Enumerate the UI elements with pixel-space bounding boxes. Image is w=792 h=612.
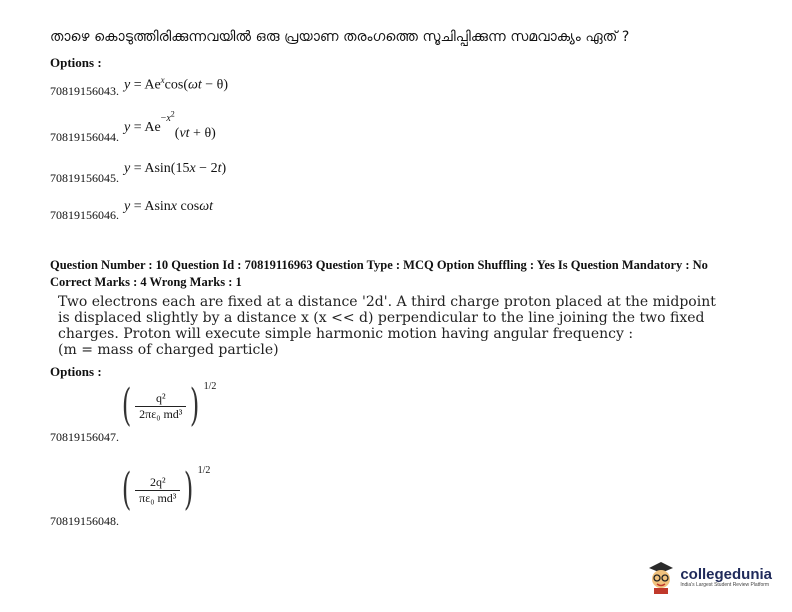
option-expression: $y = Ae^x\cos(\omega t - \theta)$: [124, 75, 229, 93]
right-paren: ): [190, 380, 200, 431]
right-paren: ): [184, 464, 194, 515]
question-line: Two electrons each are fixed at a distance '2d'. A third charge proton placed at the midpoint: [58, 294, 716, 310]
denominator: πε₀ md³: [135, 490, 180, 506]
option-expression: y = Asin(15x − 2t): [124, 161, 227, 176]
denominator: 2πε₀ md³: [135, 406, 186, 422]
exponent: 1/2: [197, 464, 211, 476]
question-line: is displaced slightly by a distance x (x << d) perpendicular to the line joining the two fixed: [58, 310, 705, 326]
option-expression: [118, 464, 211, 515]
fraction: [135, 475, 180, 506]
options-label: Options :: [50, 55, 102, 70]
exponent: 1/2: [203, 380, 217, 392]
option-expression: $y = Ae^{-x^2}(vt + \theta)$: [124, 110, 216, 141]
option-id: 70819156044.: [50, 130, 119, 144]
question-meta: Question Number : 10 Question Id : 70819116963 Question Type : MCQ Option Shuffling : Yes Is Question Mandatory : No: [50, 258, 708, 272]
question-line: (m = mass of charged particle): [58, 342, 279, 358]
mascot-icon: [646, 560, 676, 594]
left-paren: (: [121, 380, 132, 431]
options-label: Options :: [50, 364, 102, 379]
question-1-text: താഴെ കൊടുത്തിരിക്കുന്നവയിൽ ഒരു പ്രയാണ തരംഗത്തെ സൂചിപ്പിക്കുന്ന സമവാക്യം ഏത് ?: [50, 29, 630, 45]
option-id: 70819156045.: [50, 171, 119, 185]
option-expression: y = Asinx cosωt: [124, 199, 213, 214]
option-id: 70819156048.: [50, 514, 119, 528]
marks-meta: Correct Marks : 4 Wrong Marks : 1: [50, 275, 242, 289]
option-expression: [118, 380, 217, 431]
numerator: q²: [155, 390, 166, 405]
question-2-text: [58, 294, 716, 358]
fraction: [135, 391, 186, 422]
collegedunia-logo: [646, 560, 772, 594]
question-line: charges. Proton will execute simple harmonic motion having angular frequency :: [58, 326, 634, 342]
left-paren: (: [121, 464, 132, 515]
option-id: 70819156047.: [50, 430, 119, 444]
option-id: 70819156046.: [50, 208, 119, 222]
option-id: 70819156043.: [50, 84, 119, 98]
logo-tagline: India's Largest Student Review Platform: [680, 581, 770, 588]
numerator: 2q²: [149, 474, 166, 489]
logo-name: collegedunia: [680, 565, 772, 583]
